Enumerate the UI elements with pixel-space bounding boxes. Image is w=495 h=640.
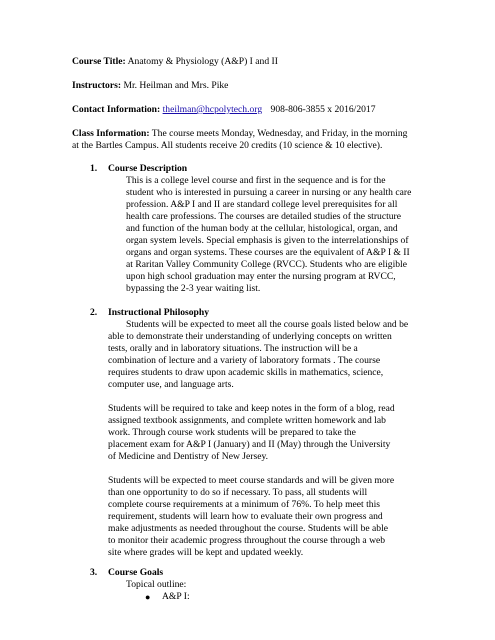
section-2-paragraph-1-line: requires students to draw upon academic skills in mathematics, science, — [108, 367, 384, 378]
section-2-paragraph-1-line: computer use, and language arts. — [108, 379, 234, 390]
section-1-body-line: profession. A&P I and II are standard college level prerequisites for all — [126, 199, 398, 210]
section-1-body-line: student who is interested in pursuing a career in nursing or any health care — [126, 187, 412, 198]
section-2-paragraph-3-line: than one opportunity to do so if necessary. To pass, all students will — [108, 487, 368, 498]
contact-email-link[interactable]: theilman@hcpolytech.org — [162, 104, 263, 115]
section-2-paragraph-3-line: to monitor their academic progress throughout the course through a web — [108, 535, 386, 546]
section-3-title: Course Goals — [108, 567, 164, 578]
section-2-paragraph-2-line: Students will be required to take and keep notes in the form of a blog, read — [108, 403, 395, 414]
section-2-number: 2. — [90, 307, 98, 318]
section-1-body-line: health care professions. The courses are detailed studies of the structure — [126, 211, 402, 222]
section-2-paragraph-3-line: requirement, students will learn how to evaluate their own progress and — [108, 511, 383, 522]
section-2-title: Instructional Philosophy — [108, 307, 210, 318]
class-info-text-1: The course meets Monday, Wednesday, and Friday, in the morning — [151, 128, 408, 139]
section-2-p1-first-line: Students will be expected to meet all the course goals listed below and be — [126, 319, 409, 330]
section-1-body-line: organs and organ systems. These courses are the equivalent of A&P I & II — [126, 247, 410, 258]
bullet-icon: ● — [145, 592, 151, 602]
class-info-line-1 — [72, 128, 407, 141]
bullet-item-ap1: A&P I: — [162, 591, 190, 602]
contact-phone: 908-806-3855 x 2016/2017 — [270, 104, 376, 115]
section-2-paragraph-3-line: complete course requirements at a minimum of 76%. To help meet this — [108, 499, 380, 510]
section-2-paragraph-2-line: placement exam for A&P I (January) and II (May) through the University — [108, 439, 391, 450]
class-info-label: Class Information: — [72, 128, 150, 139]
section-2-paragraph-3-line: Students will be expected to meet course standards and will be given more — [108, 475, 395, 486]
topical-outline-label: Topical outline: — [126, 579, 187, 590]
section-2-paragraph-3-line: site where grades will be kept and updated weekly. — [108, 547, 304, 558]
section-2-paragraph-3-line: make adjustments as needed throughout the course. Students will be able — [108, 523, 389, 534]
section-1-body-line: bypassing the 2-3 year waiting list. — [126, 283, 261, 294]
instructors-label: Instructors: — [72, 80, 122, 91]
section-1-body-line: This is a college level course and first in the sequence and is for the — [126, 175, 386, 186]
course-title-line — [72, 56, 278, 69]
section-1-title: Course Description — [108, 163, 188, 174]
section-2-paragraph-2-line: assigned textbook assignments, and complete written homework and lab — [108, 415, 386, 426]
section-1-body-line: and function of the human body at the cellular, histological, organ, and — [126, 223, 398, 234]
course-title-label: Course Title: — [72, 56, 126, 67]
section-1-body-line: at Raritan Valley Community College (RVCC). Students who are eligible — [126, 259, 407, 270]
contact-line — [72, 104, 376, 117]
section-3-number: 3. — [90, 567, 98, 578]
course-title-value: Anatomy & Physiology (A&P) I and II — [127, 56, 278, 67]
section-1-body-line: upon high school graduation may enter the nursing program at RVCC, — [126, 271, 396, 282]
section-1-body-line: organ system levels. Special emphasis is given to the interrelationships of — [126, 235, 409, 246]
instructors-value: Mr. Heilman and Mrs. Pike — [123, 80, 229, 91]
section-2-paragraph-1-line: tests, orally and in laboratory situations. The instruction will be a — [108, 343, 358, 354]
contact-label: Contact Information: — [72, 104, 161, 115]
section-2-paragraph-2-line: of Medicine and Dentistry of New Jersey. — [108, 451, 269, 462]
section-1-number: 1. — [90, 163, 98, 174]
instructors-line — [72, 80, 228, 93]
section-2-paragraph-2-line: work. Through course work students will be prepared to take the — [108, 427, 356, 438]
section-2-paragraph-1-line: able to demonstrate their understanding of underlying concepts on written — [108, 331, 392, 342]
class-info-text-2: at the Bartles Campus. All students receive 20 credits (10 science & 10 elective). — [72, 140, 383, 151]
section-2-paragraph-1-line: combination of lecture and a variety of laboratory formats . The course — [108, 355, 381, 366]
